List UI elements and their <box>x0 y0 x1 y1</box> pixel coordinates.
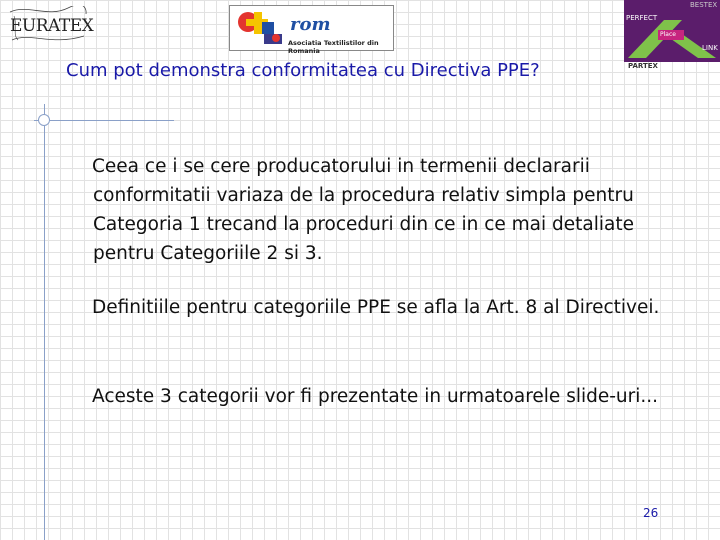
slide-title: Cum pot demonstra conformitatea cu Directiva PPE? <box>66 60 540 81</box>
partner-word-partex: PARTEX <box>628 62 658 70</box>
association-logo-caption: Asociatia Textilistilor din Romania <box>288 39 379 55</box>
partner-word-bestex: BESTEX <box>690 1 718 9</box>
partner-word-link: LINK <box>702 44 718 52</box>
paragraph-1: Ceea ce i se cere producatorului in termenii declararii conformitatii variaza de la procedura relativ simpla pentru Categoria 1 trecand la proceduri din ce in ce mai detaliate pentru Categoriile 2 si 3. <box>92 156 634 264</box>
page-number: 26 <box>643 506 659 520</box>
euratex-logo-text: EURATEX <box>10 16 94 36</box>
decorative-vertical-rule <box>44 104 45 540</box>
euratex-logo <box>8 6 94 44</box>
decorative-circle <box>38 114 50 126</box>
paragraph-2: Definitiile pentru categoriile PPE se afla la Art. 8 al Directivei. <box>92 297 660 318</box>
paragraph-3: Aceste 3 categorii vor fi prezentate in urmatoarele slide-uri... <box>92 386 659 407</box>
partner-logo <box>624 0 720 62</box>
decorative-horizontal-rule <box>34 120 174 121</box>
partner-word-place: Place <box>660 31 676 38</box>
association-logo-word: rom <box>290 14 331 35</box>
association-logo <box>229 5 394 55</box>
partner-word-perfect: PERFECT <box>626 14 658 22</box>
association-mark-icon <box>234 8 288 48</box>
